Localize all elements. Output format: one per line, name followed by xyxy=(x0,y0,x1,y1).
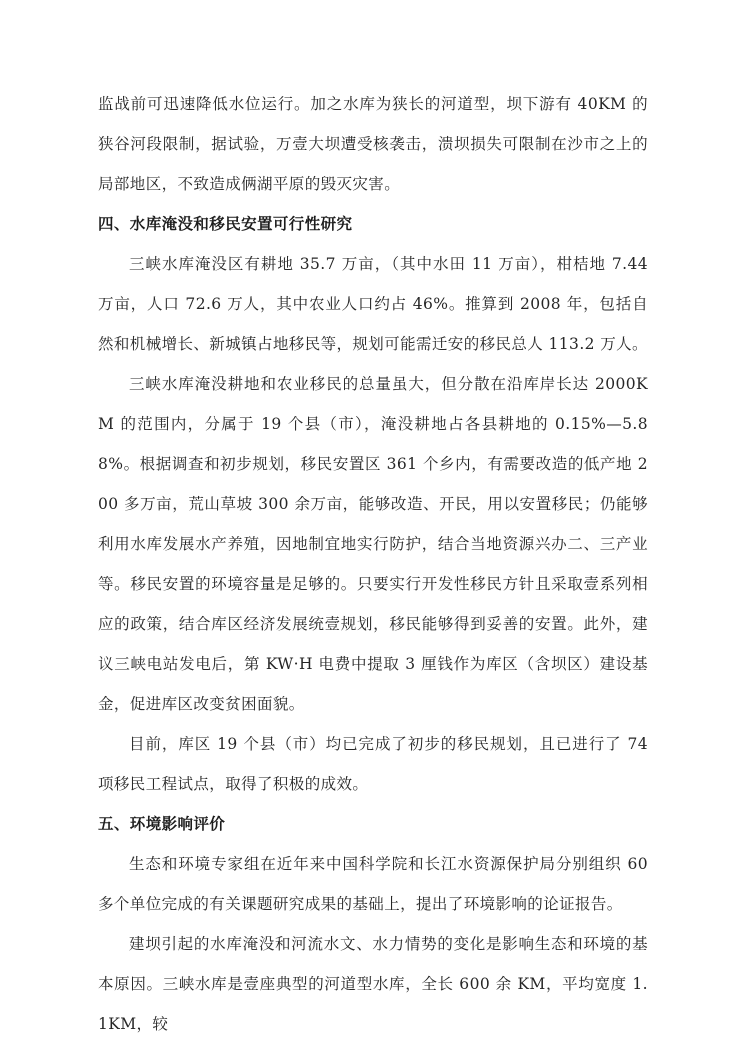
paragraph: 生态和环境专家组在近年来中国科学院和长江水资源保护局分别组织 60 多个单位完成的有关课题研究成果的基础上，提出了环境影响的论证报告。 xyxy=(98,855,648,913)
paragraph: 监战前可迅速降低水位运行。加之水库为狭长的河道型，坝下游有 40KM 的狭谷河段限制，据试验，万壹大坝遭受核袭击，溃坝损失可限制在沙市之上的局部地区，不致造成俩湖平原的毁灭灾害。 xyxy=(98,95,648,193)
section-heading: 五、环境影响评价 xyxy=(98,814,226,833)
section-heading: 四、水库淹没和移民安置可行性研究 xyxy=(98,214,353,233)
paragraph: 三峡水库淹没区有耕地 35.7 万亩，（其中水田 11 万亩），柑桔地 7.44 万亩，人口 72.6 万人，其中农业人口约占 46%。推算到 2008 年，包括自然和机械增长、新城镇占地移民等，规划可能需迁安的移民总人 113.2 万人。 xyxy=(98,255,648,353)
paragraph: 三峡水库淹没耕地和农业移民的总量虽大，但分散在沿库岸长达 2000KM 的范围内，分属于 19 个县（市），淹没耕地占各县耕地的 0.15%—5.88%。根据调查和初步规划，移民安置区 361 个乡内，有需要改造的低产地 200 多万亩，荒山草坡 300 余万亩，能够改造、开民，用以安置移民；仍能够利用水库发展水产养殖，因地制宜地实行防护，结合当地资源兴办二、三产业等。移民安置的环境容量是足够的。只要实行开发性移民方针且采取壹系列相应的政策，结合库区经济发展统壹规划，移民能够得到妥善的安置。此外，建议三峡电站发电后，第 KW·H 电费中提取 3 厘钱作为库区（含坝区）建设基金，促进库区改变贫困面貌。 xyxy=(98,375,648,713)
document-body xyxy=(98,84,648,1044)
paragraph: 建坝引起的水库淹没和河流水文、水力情势的变化是影响生态和环境的基本原因。三峡水库是壹座典型的河道型水库，全长 600 余 KM，平均宽度 1.1KM，较 xyxy=(98,935,648,1033)
paragraph: 目前，库区 19 个县（市）均已完成了初步的移民规划，且已进行了 74 项移民工程试点，取得了积极的成效。 xyxy=(98,735,648,793)
